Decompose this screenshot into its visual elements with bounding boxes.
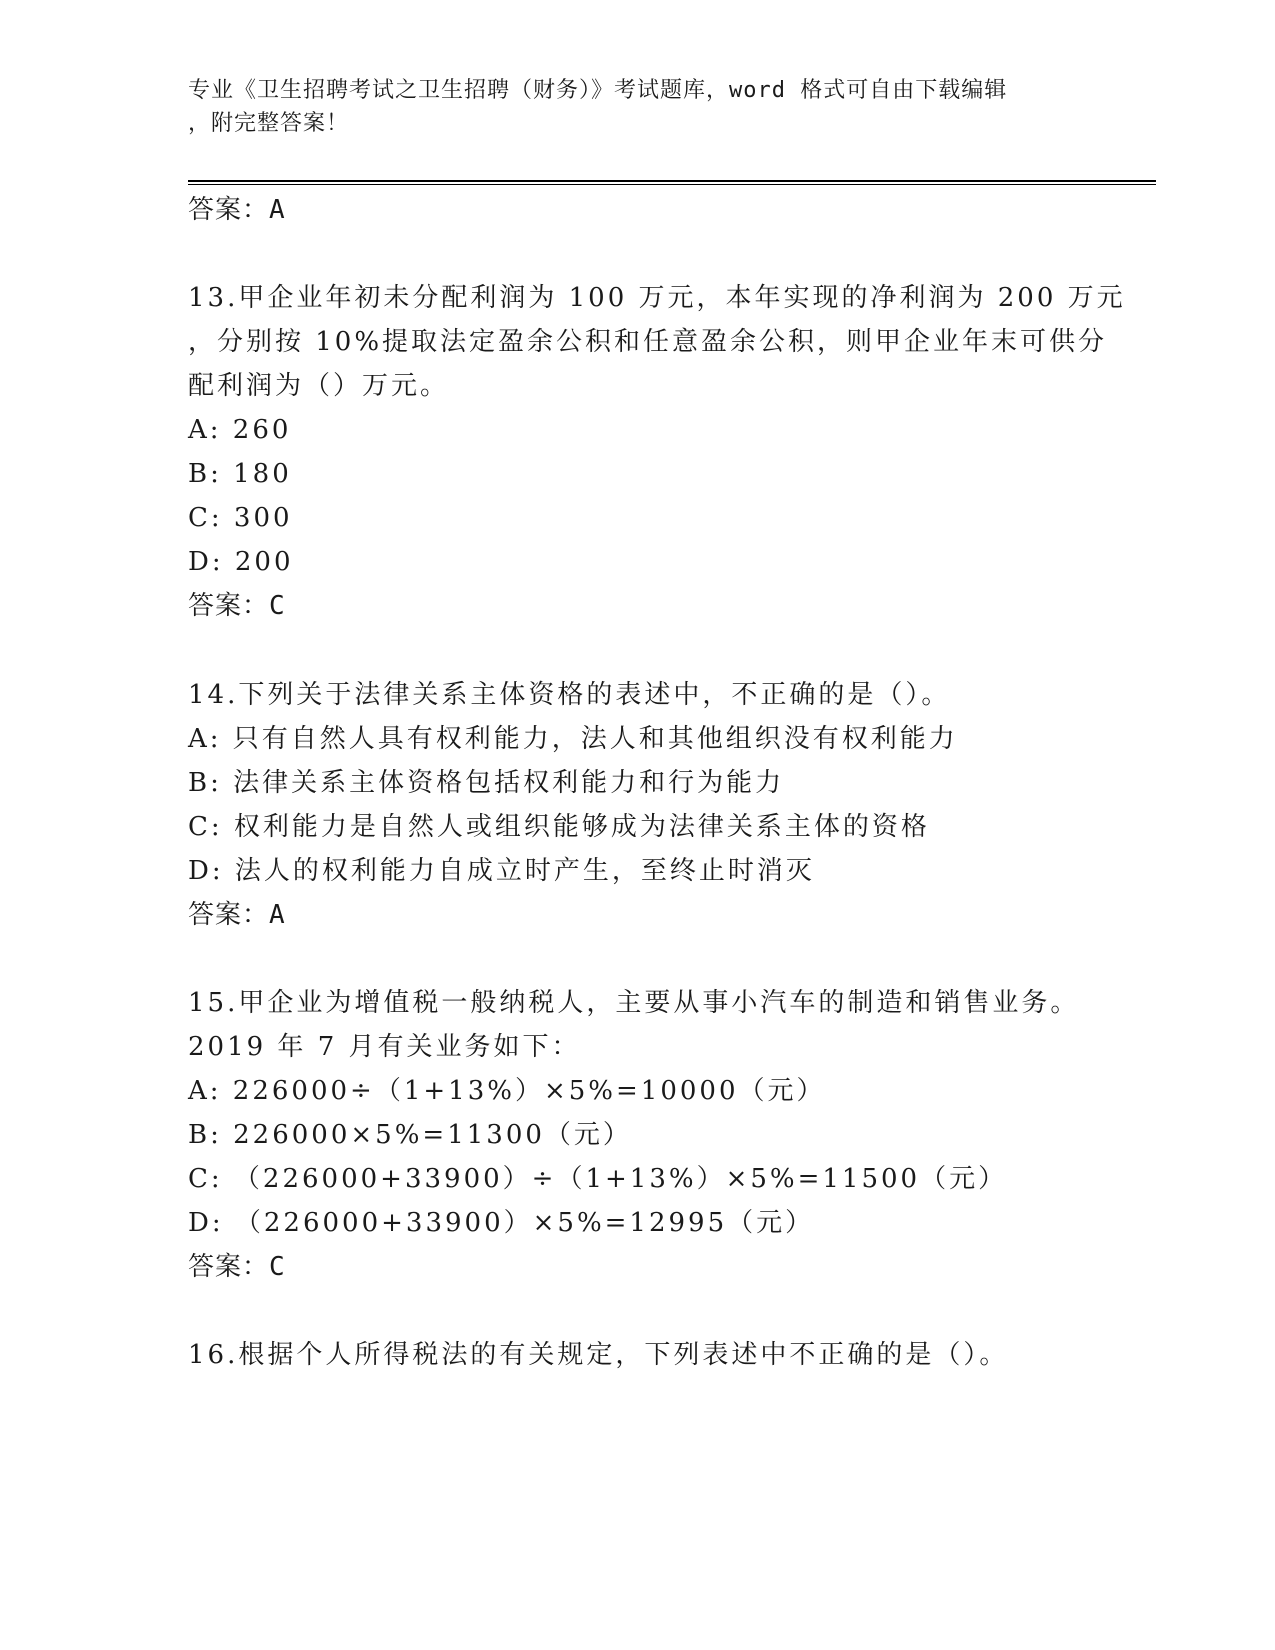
q15-option-b: B: 226000×5%=11300（元） [188, 1120, 632, 1150]
q15-option-d: D: （226000+33900）×5%=12995（元） [188, 1208, 815, 1238]
answer-q12: 答案：A [188, 195, 286, 225]
q15-stem-line-2: 2019 年 7 月有关业务如下： [188, 1032, 581, 1062]
answer-q13: 答案：C [188, 591, 286, 621]
q13-option-c: C: 300 [188, 503, 293, 533]
header-rule-thick [188, 180, 1156, 182]
document-header [188, 74, 1088, 140]
q15-option-a: A: 226000÷（1+13%）×5%=10000（元） [188, 1076, 826, 1106]
q16-stem-line-1: 16.根据个人所得税法的有关规定，下列表述中不正确的是（）。 [188, 1340, 1009, 1370]
answer-q14: 答案：A [188, 900, 286, 930]
q15-stem-line-1: 15.甲企业为增值税一般纳税人，主要从事小汽车的制造和销售业务。 [188, 988, 1080, 1018]
q14-option-c: C: 权利能力是自然人或组织能够成为法律关系主体的资格 [188, 812, 930, 842]
answer-q15: 答案：C [188, 1252, 286, 1282]
q14-option-b: B: 法律关系主体资格包括权利能力和行为能力 [188, 768, 785, 798]
q14-stem-line-1: 14.下列关于法律关系主体资格的表述中，不正确的是（）。 [188, 680, 951, 710]
q13-stem-line-2: ，分别按 10%提取法定盈余公积和任意盈余公积，则甲企业年末可供分 [188, 327, 1108, 357]
q13-stem-line-3: 配利润为（）万元。 [188, 371, 450, 401]
q13-option-d: D: 200 [188, 547, 294, 577]
q13-stem-line-1: 13.甲企业年初未分配利润为 100 万元，本年实现的净利润为 200 万元 [188, 283, 1126, 313]
q15-option-c: C: （226000+33900）÷（1+13%）×5%=11500（元） [188, 1164, 1008, 1194]
header-line-2: ，附完整答案！ [188, 111, 350, 136]
q14-option-d: D: 法人的权利能力自成立时产生，至终止时消灭 [188, 856, 815, 886]
q13-option-a: A: 260 [188, 415, 292, 445]
q13-option-b: B: 180 [188, 459, 292, 489]
header-rule-thin [188, 184, 1156, 185]
header-line-1: 专业《卫生招聘考试之卫生招聘（财务）》考试题库，word 格式可自由下载编辑 [188, 78, 1008, 103]
q14-option-a: A: 只有自然人具有权利能力，法人和其他组织没有权利能力 [188, 724, 958, 754]
